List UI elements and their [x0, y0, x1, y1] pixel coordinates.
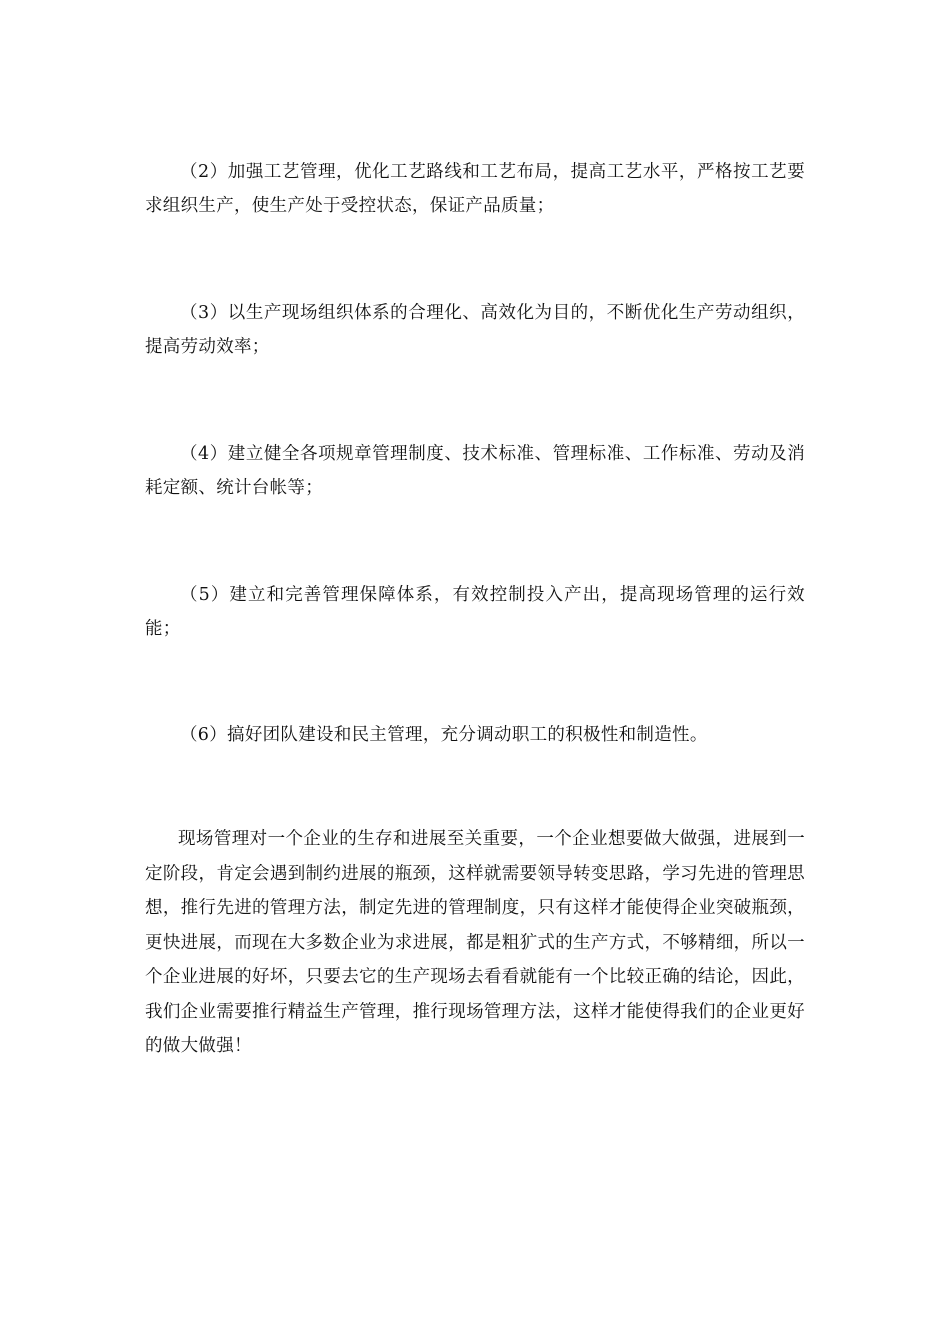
list-item-2: （2）加强工艺管理，优化工艺路线和工艺布局，提高工艺水平，严格按工艺要求组织生产，使生产处于受控状态，保证产品质量；: [145, 162, 805, 216]
list-item-5: （5）建立和完善管理保障体系，有效控制投入产出，提高现场管理的运行效能；: [145, 585, 805, 639]
list-item-6: （6）搞好团队建设和民主管理，充分调动职工的积极性和制造性。: [180, 725, 708, 745]
list-item-4: （4）建立健全各项规章管理制度、技术标准、管理标准、工作标准、劳动及消耗定额、统计台帐等；: [145, 444, 805, 498]
list-item-3: （3）以生产现场组织体系的合理化、高效化为目的，不断优化生产劳动组织，提高劳动效率；: [145, 303, 805, 357]
conclusion-paragraph: 现场管理对一个企业的生存和进展至关重要，一个企业想要做大做强，进展到一定阶段，肯定会遇到制约进展的瓶颈，这样就需要领导转变思路，学习先进的管理思想，推行先进的管理方法，制定先进的管理制度，只有这样才能使得企业突破瓶颈，更快进展，而现在大多数企业为求进展，都是粗犷式的生产方式，不够精细，所以一个企业进展的好坏，只要去它的生产现场去看看就能有一个比较正确的结论，因此，我们企业需要推行精益生产管理，推行现场管理方法，这样才能使得我们的企业更好的做大做强！: [145, 829, 805, 1056]
